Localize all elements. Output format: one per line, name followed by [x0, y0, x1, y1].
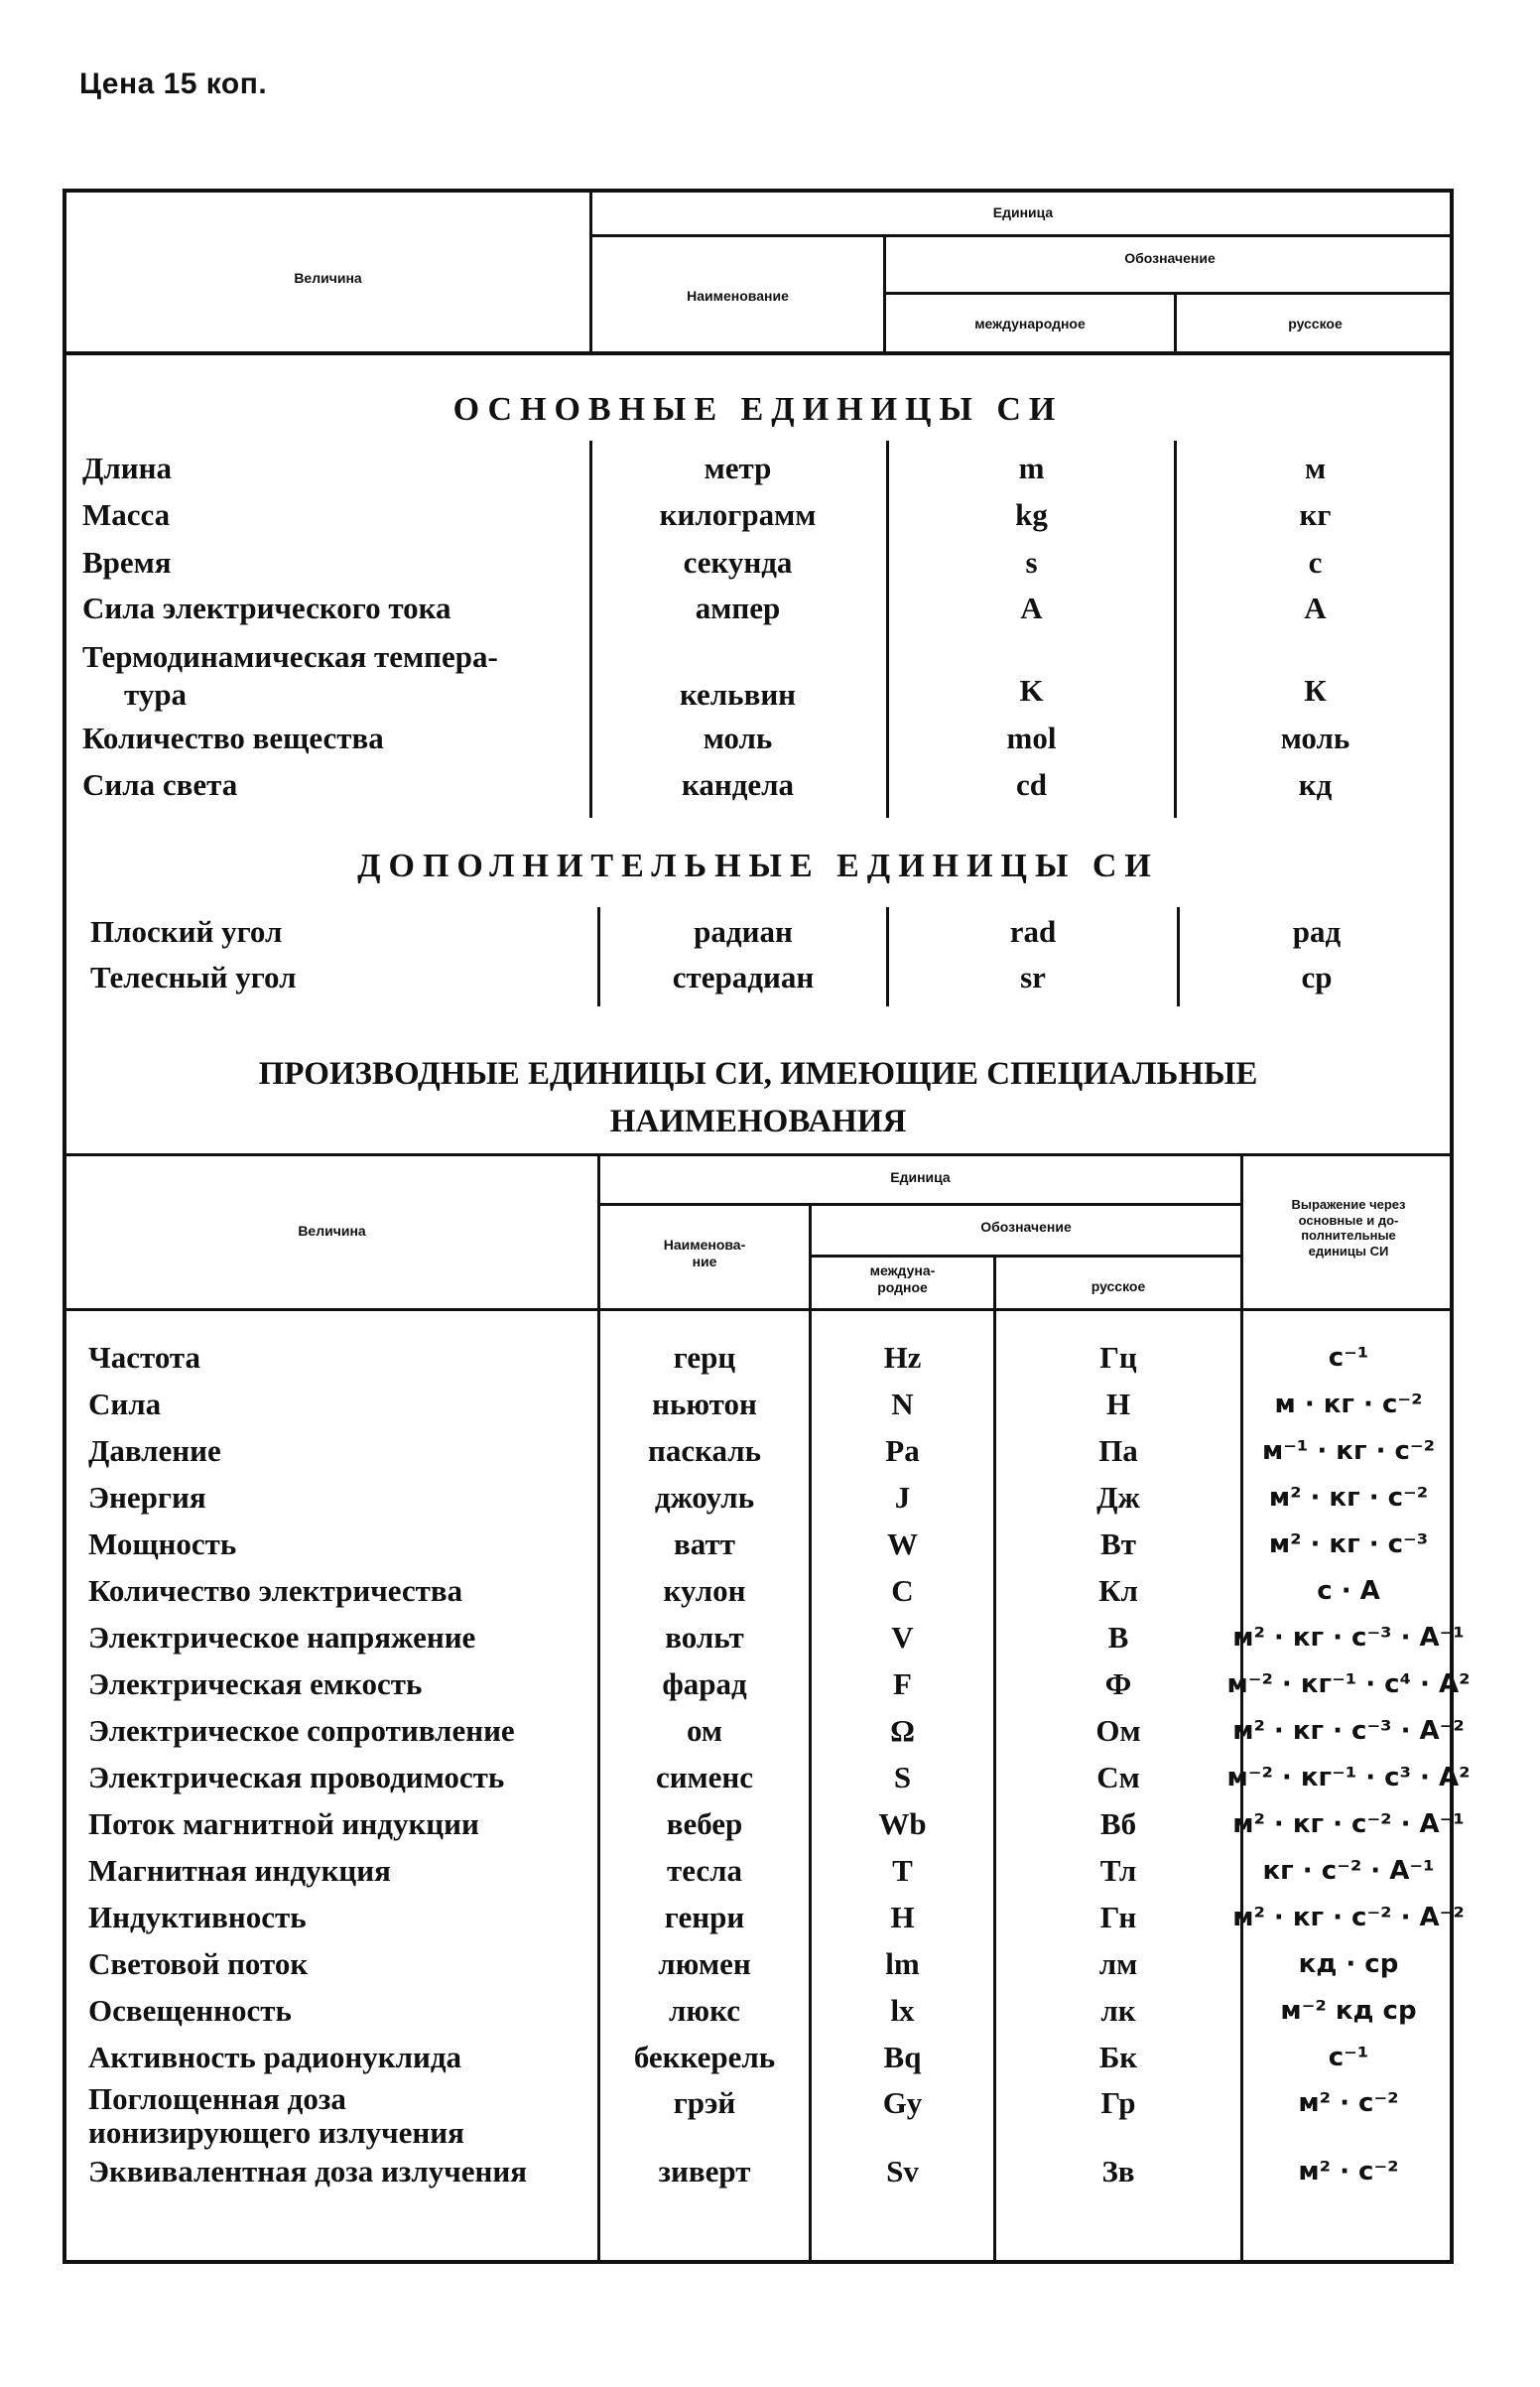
rus-symbol-cell: Н — [1105, 1386, 1131, 1421]
unit-name-cell: герц — [673, 1339, 736, 1375]
rus-symbol-cell: лк — [1100, 1992, 1136, 2028]
table-row — [66, 1660, 1471, 1707]
table-row — [66, 1521, 1450, 1567]
rus-symbol-cell: рад — [1292, 914, 1342, 949]
intl-symbol-cell: C — [891, 1572, 914, 1608]
intl-symbol-cell: J — [894, 1479, 911, 1515]
rus-symbol-cell: К — [1304, 673, 1327, 708]
table-row — [66, 909, 1450, 955]
intl-symbol-cell: S — [893, 1759, 912, 1794]
quantity-cell: Активность радионуклида — [88, 2039, 462, 2074]
rus-symbol-cell: Тл — [1099, 1852, 1137, 1888]
unit-name-cell: кулон — [663, 1572, 746, 1608]
expression-cell: м² · кг · с⁻³ · А⁻¹ — [1232, 1622, 1465, 1653]
expression-cell: м² · с⁻² — [1298, 2088, 1399, 2118]
quantity-cell: Световой поток — [88, 1945, 309, 1981]
intl-symbol-cell: kg — [1015, 497, 1048, 532]
quantity-cell: Электрическое сопротивление — [88, 1712, 515, 1748]
unit-name-cell: кельвин — [679, 677, 797, 712]
intl-symbol-cell: lx — [890, 1992, 915, 2028]
unit-name-cell: сименс — [655, 1759, 754, 1794]
quantity-cell: Количество вещества — [82, 721, 384, 755]
quantity-cell: Давление — [88, 1432, 221, 1468]
table-row — [66, 492, 1450, 538]
header-name: Наименование — [687, 288, 789, 304]
intl-symbol-cell: W — [887, 1525, 918, 1561]
unit-name-cell: моль — [703, 721, 773, 755]
quantity-cell: Телесный угол — [90, 960, 297, 995]
unit-name-cell: джоуль — [654, 1479, 755, 1515]
derived-units-title-line1: ПРОИЗВОДНЫЕ ЕДИНИЦЫ СИ, ИМЕЮЩИЕ СПЕЦИАЛЬНЫЕ — [258, 1056, 1258, 1092]
unit-name-cell: секунда — [683, 545, 793, 580]
derived-header-russian: русское — [1091, 1278, 1146, 1294]
table-row — [66, 586, 1450, 631]
derived-header-unit: Единица — [890, 1169, 951, 1185]
intl-symbol-cell: Ω — [890, 1712, 915, 1748]
rus-symbol-cell: Ом — [1095, 1712, 1141, 1748]
expression-cell: м² · кг · с⁻² · А⁻² — [1232, 1902, 1465, 1932]
unit-name-cell: паскаль — [647, 1432, 762, 1468]
quantity-cell: Электрическая проводимость — [88, 1759, 505, 1794]
unit-name-cell: кандела — [681, 767, 795, 802]
intl-symbol-cell: Sv — [886, 2153, 919, 2188]
quantity-cell: Эквивалентная доза излучения — [88, 2153, 527, 2188]
rus-symbol-cell: Вб — [1099, 1805, 1137, 1841]
intl-symbol-cell: Pa — [885, 1432, 920, 1468]
expression-cell: кг · с⁻² · А⁻¹ — [1262, 1855, 1435, 1886]
table-row — [66, 2034, 1450, 2080]
expression-cell: м² · с⁻² — [1298, 2156, 1399, 2187]
expression-cell: кд · ср — [1298, 1948, 1399, 1979]
expression-cell: м⁻² · кг⁻¹ · с³ · А² — [1226, 1762, 1471, 1792]
table-row — [66, 446, 1450, 491]
intl-symbol-cell: Wb — [878, 1805, 927, 1841]
rus-symbol-cell: Вт — [1100, 1525, 1136, 1561]
table-row — [66, 1894, 1465, 1940]
expression-cell: м · кг · с⁻² — [1274, 1389, 1423, 1419]
base-units-title: ОСНОВНЫЕ ЕДИНИЦЫ СИ — [452, 391, 1064, 428]
table-row — [66, 1381, 1450, 1427]
quantity-cell: Термодинамическая темпера- — [82, 639, 498, 674]
table-row — [66, 1987, 1450, 2034]
intl-symbol-cell: V — [891, 1619, 914, 1655]
rus-symbol-cell: с — [1308, 545, 1323, 580]
intl-symbol-cell: Gy — [882, 2085, 923, 2120]
unit-name-cell: ампер — [695, 591, 781, 625]
rus-symbol-cell: В — [1107, 1619, 1129, 1655]
intl-symbol-cell: N — [891, 1386, 914, 1421]
rus-symbol-cell: Гн — [1099, 1899, 1137, 1934]
header-designation: Обозначение — [1124, 250, 1216, 266]
derived-header-expression: Выражение через основные и до- полнительные единицы СИ — [1291, 1197, 1406, 1259]
rus-symbol-cell: Кл — [1098, 1572, 1138, 1608]
intl-symbol-cell: s — [1025, 545, 1038, 580]
table-row — [66, 762, 1450, 808]
price-label: Цена 15 коп. — [79, 67, 268, 100]
table-row — [66, 632, 1450, 716]
si-units-table — [63, 189, 1471, 2264]
unit-name-cell: зиверт — [658, 2153, 751, 2188]
rus-symbol-cell: м — [1304, 451, 1327, 485]
rus-symbol-cell: А — [1304, 591, 1327, 625]
quantity-cell: Сила света — [82, 767, 238, 802]
intl-symbol-cell: lm — [885, 1945, 920, 1981]
quantity-cell: Магнитная индукция — [88, 1852, 391, 1888]
table-row — [66, 1800, 1465, 1847]
quantity-cell: Энергия — [88, 1479, 206, 1515]
expression-cell: м⁻¹ · кг · с⁻² — [1261, 1435, 1436, 1466]
unit-name-cell: радиан — [694, 914, 793, 949]
header-russian: русское — [1288, 316, 1343, 332]
unit-name-cell: беккерель — [633, 2039, 776, 2074]
intl-symbol-cell: F — [893, 1665, 912, 1701]
header-international: международное — [974, 316, 1086, 332]
header-quantity: Величина — [294, 270, 362, 286]
table-row — [66, 716, 1450, 761]
supplementary-units-title: ДОПОЛНИТЕЛЬНЫЕ ЕДИНИЦЫ СИ — [357, 848, 1159, 884]
intl-symbol-cell: cd — [1016, 767, 1047, 802]
table-row — [66, 955, 1450, 1000]
unit-name-cell: вебер — [666, 1805, 743, 1841]
quantity-cell: Освещенность — [88, 1992, 292, 2028]
quantity-cell: Поглощенная доза — [88, 2081, 346, 2116]
table-row — [66, 1614, 1465, 1660]
rus-symbol-cell: Гр — [1100, 2085, 1136, 2120]
derived-units-title-line2: НАИМЕНОВАНИЯ — [609, 1104, 907, 1139]
derived-header-name: Наименова- ние — [663, 1237, 746, 1269]
expression-cell: с⁻¹ — [1328, 2042, 1369, 2072]
expression-cell: с⁻¹ — [1328, 1342, 1369, 1373]
table-row — [66, 1754, 1471, 1800]
quantity-cell: Количество электричества — [88, 1572, 463, 1608]
unit-name-cell: грэй — [673, 2085, 736, 2120]
unit-name-cell: ватт — [674, 1525, 735, 1561]
rus-symbol-cell: Зв — [1101, 2153, 1135, 2188]
rus-symbol-cell: Дж — [1096, 1479, 1140, 1515]
intl-symbol-cell: rad — [1009, 914, 1057, 949]
rus-symbol-cell: Гц — [1099, 1339, 1137, 1375]
table-row — [66, 1567, 1450, 1614]
unit-name-cell: тесла — [666, 1852, 743, 1888]
table-row — [66, 540, 1450, 586]
table-row — [66, 1474, 1450, 1521]
rus-symbol-cell: ср — [1301, 960, 1333, 995]
unit-name-cell: люмен — [658, 1945, 751, 1981]
quantity-cell: Частота — [88, 1339, 201, 1375]
rus-symbol-cell: лм — [1098, 1945, 1138, 1981]
rus-symbol-cell: См — [1096, 1759, 1140, 1794]
intl-symbol-cell: H — [890, 1899, 915, 1934]
table-row — [66, 1940, 1450, 1987]
quantity-cell: Электрическое напряжение — [88, 1619, 476, 1655]
unit-name-cell: генри — [664, 1899, 745, 1934]
quantity-cell: Индуктивность — [88, 1899, 307, 1934]
unit-name-cell: вольт — [665, 1619, 744, 1655]
quantity-cell: Время — [82, 545, 172, 580]
quantity-cell: Мощность — [88, 1525, 237, 1561]
quantity-cell-cont: тура — [124, 677, 188, 712]
rus-symbol-cell: моль — [1280, 721, 1350, 755]
quantity-cell: Поток магнитной индукции — [88, 1805, 479, 1841]
expression-cell: м⁻² кд ср — [1280, 1995, 1417, 2026]
intl-symbol-cell: mol — [1006, 721, 1057, 755]
rus-symbol-cell: Па — [1098, 1432, 1138, 1468]
intl-symbol-cell: T — [892, 1852, 913, 1888]
quantity-cell-cont: ионизирующего излучения — [88, 2115, 464, 2150]
table-row — [66, 2148, 1450, 2194]
rus-symbol-cell: Бк — [1098, 2039, 1138, 2074]
quantity-cell: Плоский угол — [90, 914, 283, 949]
rus-symbol-cell: Ф — [1104, 1665, 1132, 1701]
unit-name-cell: килограмм — [659, 497, 817, 532]
table-row — [66, 1427, 1450, 1474]
expression-cell: м² · кг · с⁻³ · А⁻² — [1232, 1715, 1465, 1746]
rus-symbol-cell: кд — [1298, 767, 1333, 802]
table-row — [66, 1707, 1465, 1754]
derived-header-designation: Обозначение — [980, 1219, 1072, 1235]
expression-cell: м² · кг · с⁻² · А⁻¹ — [1232, 1808, 1465, 1839]
intl-symbol-cell: Hz — [883, 1339, 922, 1375]
intl-symbol-cell: m — [1018, 451, 1045, 485]
unit-name-cell: ньютон — [652, 1386, 757, 1421]
expression-cell: м² · кг · с⁻² — [1268, 1482, 1429, 1513]
table-row — [66, 1847, 1450, 1894]
quantity-cell: Масса — [82, 497, 171, 532]
table-row — [66, 1334, 1450, 1381]
expression-cell: с · А — [1317, 1575, 1380, 1606]
expression-cell: м² · кг · с⁻³ — [1268, 1528, 1429, 1559]
quantity-cell: Сила — [88, 1386, 162, 1421]
intl-symbol-cell: A — [1020, 591, 1043, 625]
expression-cell: м⁻² · кг⁻¹ · с⁴ · А² — [1226, 1668, 1471, 1699]
rus-symbol-cell: кг — [1299, 497, 1332, 532]
intl-symbol-cell: K — [1019, 673, 1044, 708]
header-unit: Единица — [992, 204, 1054, 220]
unit-name-cell: ом — [686, 1712, 723, 1748]
unit-name-cell: фарад — [662, 1665, 747, 1701]
unit-name-cell: люкс — [669, 1992, 740, 2028]
intl-symbol-cell: sr — [1020, 960, 1046, 995]
unit-name-cell: стерадиан — [672, 960, 815, 995]
quantity-cell: Электрическая емкость — [88, 1665, 423, 1701]
unit-name-cell: метр — [704, 451, 772, 485]
quantity-cell: Длина — [82, 451, 172, 485]
derived-header-international: междуна- родное — [869, 1262, 936, 1295]
intl-symbol-cell: Bq — [883, 2039, 922, 2074]
derived-header-quantity: Величина — [298, 1223, 366, 1239]
table-row — [66, 2080, 1450, 2148]
quantity-cell: Сила электрического тока — [82, 591, 451, 625]
